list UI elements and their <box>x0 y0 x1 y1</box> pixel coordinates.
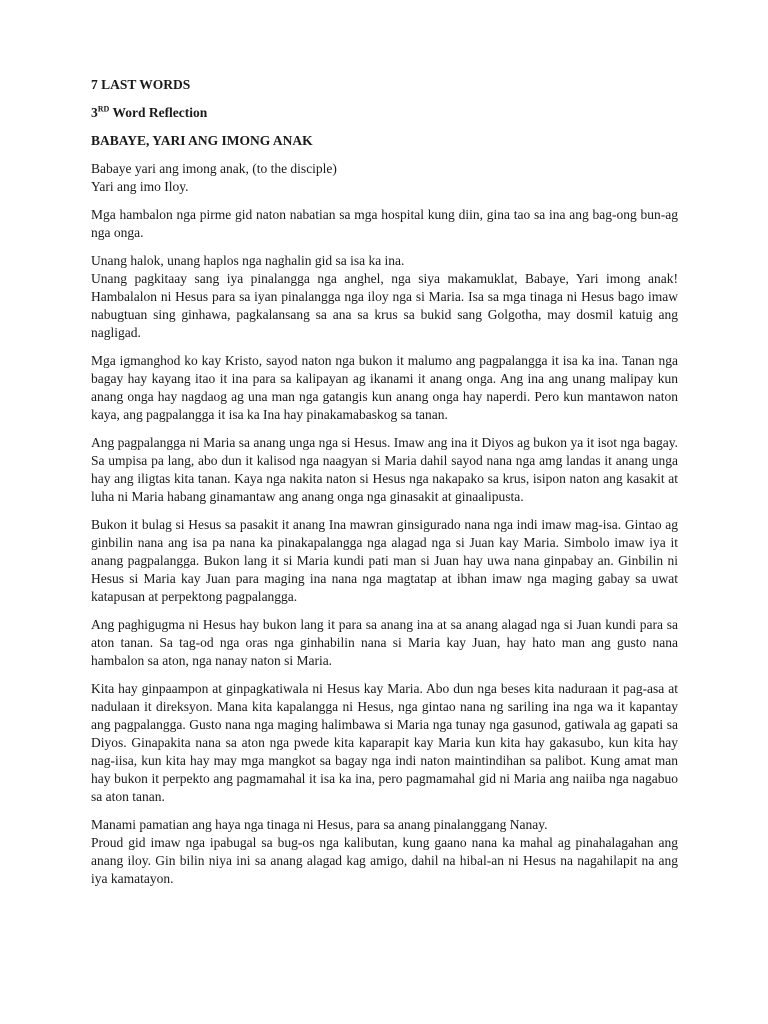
paragraph-8 <box>91 816 678 888</box>
document-heading: BABAYE, YARI ANG IMONG ANAK <box>91 133 313 148</box>
paragraph-1: Mga hambalon nga pirme gid naton nabatian sa mga hospital kung diin, gina tao sa ina ang bag-ong bun-ag nga onga. <box>91 207 678 240</box>
document-title: 7 LAST WORDS <box>91 77 191 92</box>
subtitle-number: 3 <box>91 105 98 120</box>
paragraph-6: Ang paghigugma ni Hesus hay bukon lang it para sa anang ina at sa anang alagad nga si Juan kundi para sa aton tanan. Sa tag-od nga oras nga ginhabilin nana si Maria kay Juan, hay hato man ang gusto nana hambalon sa aton, nga nanay naton si Maria. <box>91 617 678 668</box>
intro-line-1: Babaye yari ang imong anak, (to the disciple) <box>91 161 337 176</box>
intro-line-2: Yari ang imo Iloy. <box>91 179 189 194</box>
document-subtitle <box>91 104 678 122</box>
paragraph-8-line-1: Manami pamatian ang haya nga tinaga ni Hesus, para sa anang pinalanggang Nanay. <box>91 817 548 832</box>
paragraph-2 <box>91 252 678 342</box>
intro-paragraph <box>91 160 678 196</box>
paragraph-3: Mga igmanghod ko kay Kristo, sayod naton nga bukon it malumo ang pagpalangga it isa ka ina. Tanan nga bagay hay kayang itao it ina para sa kalipayan ag ikanami it anang onga. Ang ina ang unang malipay kun anang onga hay nagdaog ag una man nga gatangis kun anang onga hay naperdi. Pero kun mantawon naton kaya, ang pagpalangga it isa ka Ina hay pinakamabaskog sa tanan. <box>91 353 678 422</box>
subtitle-text: Word Reflection <box>109 105 208 120</box>
paragraph-5: Bukon it bulag si Hesus sa pasakit it anang Ina mawran ginsigurado nana nga indi imaw mag-isa. Gintao ag ginbilin nana ang isa pa nana ka pinakapalangga nga alagad nga si Juan kay Maria. Simbolo imaw iya it anang pagpalangga. Bukon lang it si Maria kundi pati man si Juan hay uwa nana ginpabay an. Ginbilin ni Hesus si Maria kay Juan para maging ina nana nga magtatap at ibhan imaw nga maging gabay sa uwat katapusan at perpektong pagpalangga. <box>91 517 678 604</box>
subtitle-superscript: RD <box>97 104 110 114</box>
paragraph-4: Ang pagpalangga ni Maria sa anang unga nga si Hesus. Imaw ang ina it Diyos ag bukon ya it isot nga bagay. Sa umpisa pa lang, abo dun it kalisod nga naagyan si Maria dahil sayod nana nga amg landas it anang unga hay ang iligtas kita tanan. Kaya nga nakita naton si Hesus nga nakapako sa krus, isipon naton ang kasakit at luha ni Maria habang ginamantaw ang anang onga nga ginasakit at ginaalipusta. <box>91 435 678 504</box>
paragraph-2-body: Unang pagkitaay sang iya pinalangga nga anghel, nga siya makamuklat, Babaye, Yari imong anak! Hambalalon ni Hesus para sa iyan pinalangga nga iloy nga si Maria. Isa sa mga tinaga ni Hesus bago imaw nabugtuan sing ginhawa, pagkalansang sa ana sa krus sa bukid sang Golgotha, may dosmil katuig ang nagligad. <box>91 271 678 340</box>
paragraph-7: Kita hay ginpaampon at ginpagkatiwala ni Hesus kay Maria. Abo dun nga beses kita naduraan it pag-asa at nadulaan it direksyon. Mana kita kapalangga ni Hesus, nga gintao nana ng sariling ina nga wa it kapantay ang pagpalangga. Gusto nana nga maging halimbawa si Maria nga tunay nga gasunod, gatiwala ag gapati sa Diyos. Ginapakita nana sa aton nga pwede kita kaparapit kay Maria kun kita hay gakasubo, kun kita hay nag-iisa, kun kita hay may mga mangkot sa bagay nga indi naton maintindihan sa palibot. Kung amat man hay bukon it perpekto ang pagmamahal it isa ka ina, pero pagmamahal gid ni Maria ang naiiba nga nagabuo sa aton tanan. <box>91 681 678 804</box>
paragraph-8-body: Proud gid imaw nga ipabugal sa bug-os nga kalibutan, kung gaano nana ka mahal ag pinahalagahan ang anang iloy. Gin bilin niya ini sa anang alagad kag amigo, dahil na hibal-an ni Hesus na nagahilapit na ang iya kamatayon. <box>91 835 678 886</box>
paragraph-2-line-1: Unang halok, unang haplos nga naghalin gid sa isa ka ina. <box>91 253 405 268</box>
document-page <box>91 76 678 888</box>
